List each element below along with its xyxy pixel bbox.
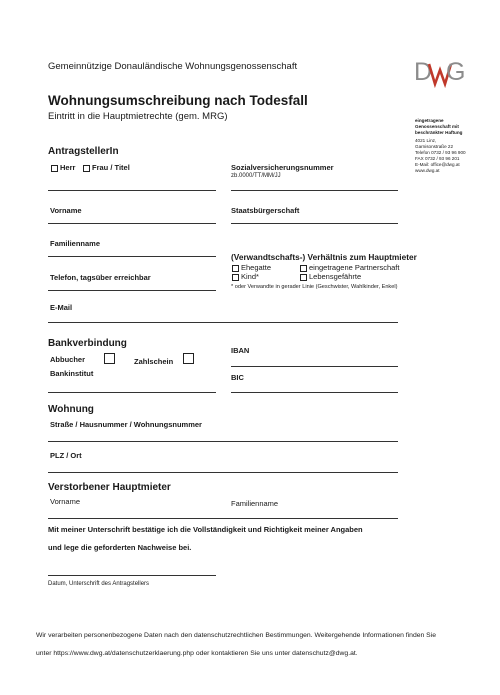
salutation-field-line[interactable] [48, 190, 216, 191]
salutation-frau-label: Frau / Titel [92, 163, 130, 172]
payment-slip-checkbox[interactable] [183, 353, 194, 364]
logo-letter-d: D [414, 58, 433, 86]
bank-institute-field-line[interactable] [48, 392, 216, 393]
address-line: Telefon 0732 / 93 96 900 [415, 150, 466, 155]
street-field-line[interactable] [48, 441, 398, 442]
deceased-lastname-label: Familienname [231, 499, 279, 508]
relationship-partner-checkbox[interactable] [300, 274, 307, 281]
relationship-spouse-checkbox[interactable] [232, 265, 239, 272]
form-subtitle: Eintritt in die Hauptmietrechte (gem. MRG) [48, 111, 228, 122]
relationship-heading: (Verwandtschafts-) Verhältnis zum Hauptmieter [231, 252, 417, 262]
logo-letter-g: G [446, 58, 466, 86]
declaration-line-1: Mit meiner Unterschrift bestätige ich die Vollständigkeit und Richtigkeit meiner Angaben [48, 525, 363, 534]
apartment-heading: Wohnung [48, 404, 94, 415]
address-line: FAX 0732 / 93 96 201 [415, 156, 460, 161]
bank-heading: Bankverbindung [48, 338, 127, 349]
citizenship-field-line[interactable] [231, 223, 398, 224]
address-line: Garnisonstraße 22 [415, 144, 454, 149]
firstname-label: Vorname [50, 206, 82, 215]
relationship-footnote: * oder Verwandte in gerader Linie (Geschwister, Wahlkinder, Enkel) [231, 284, 398, 290]
zip-city-label: PLZ / Ort [50, 451, 82, 460]
debit-label: Abbucher [50, 355, 86, 364]
ssn-field-line[interactable] [231, 190, 398, 191]
relationship-partner-label: Lebensgefährte [309, 272, 362, 281]
address-line: E-Mail: office@dwg.at [415, 162, 460, 167]
phone-field-line[interactable] [48, 290, 216, 291]
privacy-notice-line-2: unter https://www.dwg.at/datenschutzerklaerung.php oder kontaktieren Sie uns unter datenschutz@dwg.at. [36, 650, 358, 657]
address-line: 4021 Linz, [415, 138, 437, 143]
privacy-notice-line-1: Wir verarbeiten personenbezogene Daten nach den datenschutzrechtlichen Bestimmungen. Weitergehende Informationen finden Sie [36, 632, 437, 639]
firstname-field-line[interactable] [48, 223, 216, 224]
signature-field-line[interactable] [48, 575, 216, 576]
payment-slip-label: Zahlschein [134, 357, 174, 366]
bic-field-line[interactable] [231, 392, 398, 393]
relationship-child-checkbox[interactable] [232, 274, 239, 281]
declaration-line-2: und lege die geforderten Nachweise bei. [48, 543, 192, 552]
street-label: Straße / Hausnummer / Wohnungsnummer [50, 420, 202, 429]
address-line: www.dwg.at [415, 168, 440, 173]
email-field-line[interactable] [48, 322, 398, 323]
iban-field-line[interactable] [231, 366, 398, 367]
dwg-logo [413, 54, 469, 114]
lastname-label: Familienname [50, 239, 101, 248]
email-label: E-Mail [50, 303, 73, 312]
debit-checkbox[interactable] [104, 353, 115, 364]
zip-city-field-line[interactable] [48, 472, 398, 473]
organization-name: Gemeinnützige Donauländische Wohnungsgenossenschaft [48, 61, 298, 72]
salutation-frau-checkbox[interactable] [83, 165, 90, 172]
citizenship-label: Staatsbürgerschaft [231, 206, 300, 215]
address-line: beschränkter Haftung [415, 130, 463, 135]
bic-label: BIC [231, 373, 244, 382]
relationship-partnership-checkbox[interactable] [300, 265, 307, 272]
iban-label: IBAN [231, 346, 250, 355]
form-title: Wohnungsumschreibung nach Todesfall [48, 93, 308, 108]
phone-label: Telefon, tagsüber erreichbar [50, 273, 151, 282]
lastname-field-line[interactable] [48, 256, 216, 257]
signature-label: Datum, Unterschrift des Antragstellers [48, 581, 150, 587]
relationship-partnership-label: eingetragene Partnerschaft [309, 263, 400, 272]
address-line: Genossenschaft mit [415, 124, 459, 129]
ssn-label: Sozialversicherungsnummer [231, 163, 334, 172]
deceased-name-field-line[interactable] [48, 518, 398, 519]
relationship-spouse-label: Ehegatte [241, 263, 272, 272]
bank-institute-label: Bankinstitut [50, 369, 94, 378]
salutation-herr-checkbox[interactable] [51, 165, 58, 172]
salutation-herr-label: Herr [60, 163, 76, 172]
address-line: eingetragene [415, 118, 444, 123]
deceased-firstname-label: Vorname [50, 497, 81, 506]
ssn-format-hint: zb.0000/TT/MM/JJ [231, 173, 281, 179]
applicant-heading: AntragstellerIn [48, 146, 119, 157]
deceased-heading: Verstorbener Hauptmieter [48, 482, 171, 493]
relationship-child-label: Kind* [241, 272, 259, 281]
